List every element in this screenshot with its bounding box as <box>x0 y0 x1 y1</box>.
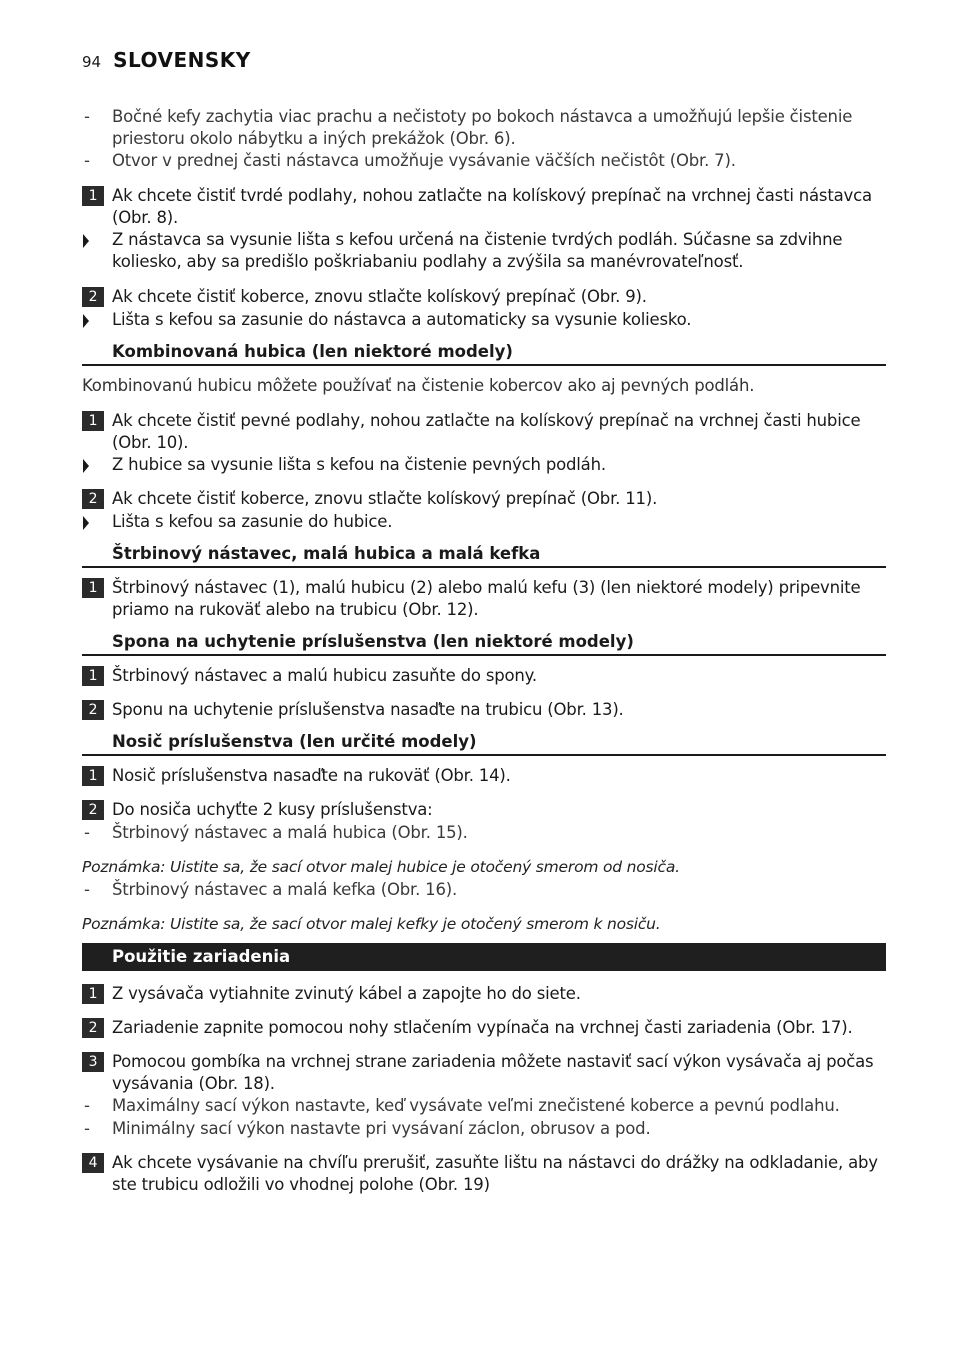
step-number-badge: 2 <box>82 700 104 720</box>
step-item <box>82 1051 886 1095</box>
subheading-text: Spona na uchytenie príslušenstva (len niektoré modely) <box>112 632 634 651</box>
step-text: Nosič príslušenstva nasaďte na rukoväť (Obr. 14). <box>112 766 511 785</box>
dash-marker: - <box>84 1096 90 1115</box>
step-number-badge: 1 <box>82 766 104 786</box>
page-content <box>82 106 886 1196</box>
step-text: Sponu na uchytenie príslušenstva nasaďte na trubicu (Obr. 13). <box>112 700 624 719</box>
step-item <box>82 665 886 688</box>
section-heading <box>82 943 886 971</box>
step-number-badge: 3 <box>82 1052 104 1072</box>
step-text: Ak chcete čistiť pevné podlahy, nohou zatlačte na kolískový prepínač na vrchnej časti hubice (Obr. 10). <box>112 411 861 453</box>
step-item <box>82 983 886 1006</box>
step-item <box>82 699 886 722</box>
step-number-badge: 4 <box>82 1153 104 1173</box>
step-number-badge: 2 <box>82 287 104 307</box>
step-number-badge: 1 <box>82 984 104 1004</box>
step-number-badge: 1 <box>82 666 104 686</box>
step-text: Ak chcete vysávanie na chvíľu prerušiť, zasuňte lištu na nástavci do drážky na odkladanie, aby ste trubicu odložili vo vhodnej polohe (Obr. 19) <box>112 1153 878 1195</box>
note-text: Poznámka: Uistite sa, že sací otvor malej kefky je otočený smerom k nosiču. <box>82 915 661 933</box>
dash-list-item <box>82 106 886 150</box>
dash-list-item <box>82 1095 886 1118</box>
step-text: Pomocou gombíka na vrchnej strane zariadenia môžete nastaviť sací výkon vysávača aj počas vysávania (Obr. 18). <box>112 1052 874 1094</box>
page-header <box>82 48 251 74</box>
list-item-text: Štrbinový nástavec a malá kefka (Obr. 16). <box>112 880 458 899</box>
step-item <box>82 185 886 229</box>
step-item <box>82 1152 886 1196</box>
result-item <box>82 309 886 332</box>
step-number-badge: 1 <box>82 411 104 431</box>
subheading-text: Štrbinový nástavec, malá hubica a malá kefka <box>112 544 541 563</box>
list-item-text: Otvor v prednej časti nástavca umožňuje vysávanie väčších nečistôt (Obr. 7). <box>112 151 736 170</box>
step-number-badge: 2 <box>82 489 104 509</box>
step-item <box>82 765 886 788</box>
list-item-text: Štrbinový nástavec a malá hubica (Obr. 15). <box>112 823 468 842</box>
step-item <box>82 286 886 309</box>
result-item <box>82 454 886 477</box>
result-text: Z nástavca sa vysunie lišta s kefou určená na čistenie tvrdých podláh. Súčasne sa zdvihne koliesko, aby sa predišlo poškriabaniu podlahy a zvýšila sa manévrovateľnosť. <box>112 230 843 272</box>
result-text: Lišta s kefou sa zasunie do nástavca a automaticky sa vysunie koliesko. <box>112 310 692 329</box>
result-text: Lišta s kefou sa zasunie do hubice. <box>112 512 393 531</box>
step-item <box>82 577 886 621</box>
step-text: Z vysávača vytiahnite zvinutý kábel a zapojte ho do siete. <box>112 984 581 1003</box>
list-item-text: Bočné kefy zachytia viac prachu a nečistoty po bokoch nástavca a umožňujú lepšie čistenie priestoru okolo nábytku a iných prekážok (Obr. 6). <box>112 107 853 149</box>
triangle-arrow-icon <box>83 314 89 328</box>
step-item <box>82 1017 886 1040</box>
step-text: Ak chcete čistiť koberce, znovu stlačte kolískový prepínač (Obr. 9). <box>112 287 647 306</box>
triangle-arrow-icon <box>83 459 89 473</box>
note <box>82 913 886 936</box>
dash-marker: - <box>84 880 90 899</box>
step-number-badge: 2 <box>82 800 104 820</box>
step-text: Do nosiča uchyťte 2 kusy príslušenstva: <box>112 800 433 819</box>
step-number-badge: 2 <box>82 1018 104 1038</box>
dash-marker: - <box>84 151 90 170</box>
subheading-text: Nosič príslušenstva (len určité modely) <box>112 732 477 751</box>
step-text: Ak chcete čistiť koberce, znovu stlačte kolískový prepínač (Obr. 11). <box>112 489 658 508</box>
list-item-text: Maximálny sací výkon nastavte, keď vysávate veľmi znečistené koberce a pevnú podlahu. <box>112 1096 840 1115</box>
section-subheading <box>82 731 886 756</box>
note-text: Poznámka: Uistite sa, že sací otvor malej hubice je otočený smerom od nosiča. <box>82 858 680 876</box>
dash-list-item <box>82 1118 886 1141</box>
dash-list-item <box>82 879 886 902</box>
dash-marker: - <box>84 107 90 126</box>
step-number-badge: 1 <box>82 186 104 206</box>
dash-list-item <box>82 822 886 845</box>
step-text: Štrbinový nástavec (1), malú hubicu (2) alebo malú kefu (3) (len niektoré modely) pripevnite priamo na rukoväť alebo na trubicu (Obr. 12). <box>112 578 861 620</box>
step-number-badge: 1 <box>82 578 104 598</box>
dash-marker: - <box>84 823 90 842</box>
page-number: 94 <box>82 53 102 71</box>
section-subheading <box>82 341 886 366</box>
paragraph-text: Kombinovanú hubicu môžete používať na čistenie kobercov ako aj pevných podláh. <box>82 376 755 395</box>
triangle-arrow-icon <box>83 516 89 530</box>
result-item <box>82 511 886 534</box>
result-text: Z hubice sa vysunie lišta s kefou na čistenie pevných podláh. <box>112 455 606 474</box>
dash-marker: - <box>84 1119 90 1138</box>
language-title: SLOVENSKY <box>113 48 251 72</box>
heading-text: Použitie zariadenia <box>112 947 291 966</box>
step-item <box>82 799 886 822</box>
step-text: Ak chcete čistiť tvrdé podlahy, nohou zatlačte na kolískový prepínač na vrchnej časti nástavca (Obr. 8). <box>112 186 872 228</box>
section-subheading <box>82 543 886 568</box>
section-subheading <box>82 631 886 656</box>
step-text: Štrbinový nástavec a malú hubicu zasuňte do spony. <box>112 666 537 685</box>
list-item-text: Minimálny sací výkon nastavte pri vysávaní záclon, obrusov a pod. <box>112 1119 651 1138</box>
dash-list-item <box>82 150 886 173</box>
paragraph <box>82 375 886 398</box>
step-item <box>82 488 886 511</box>
triangle-arrow-icon <box>83 234 89 248</box>
note <box>82 856 886 879</box>
step-text: Zariadenie zapnite pomocou nohy stlačením vypínača na vrchnej časti zariadenia (Obr. 17). <box>112 1018 853 1037</box>
step-item <box>82 410 886 454</box>
subheading-text: Kombinovaná hubica (len niektoré modely) <box>112 342 513 361</box>
result-item <box>82 229 886 274</box>
